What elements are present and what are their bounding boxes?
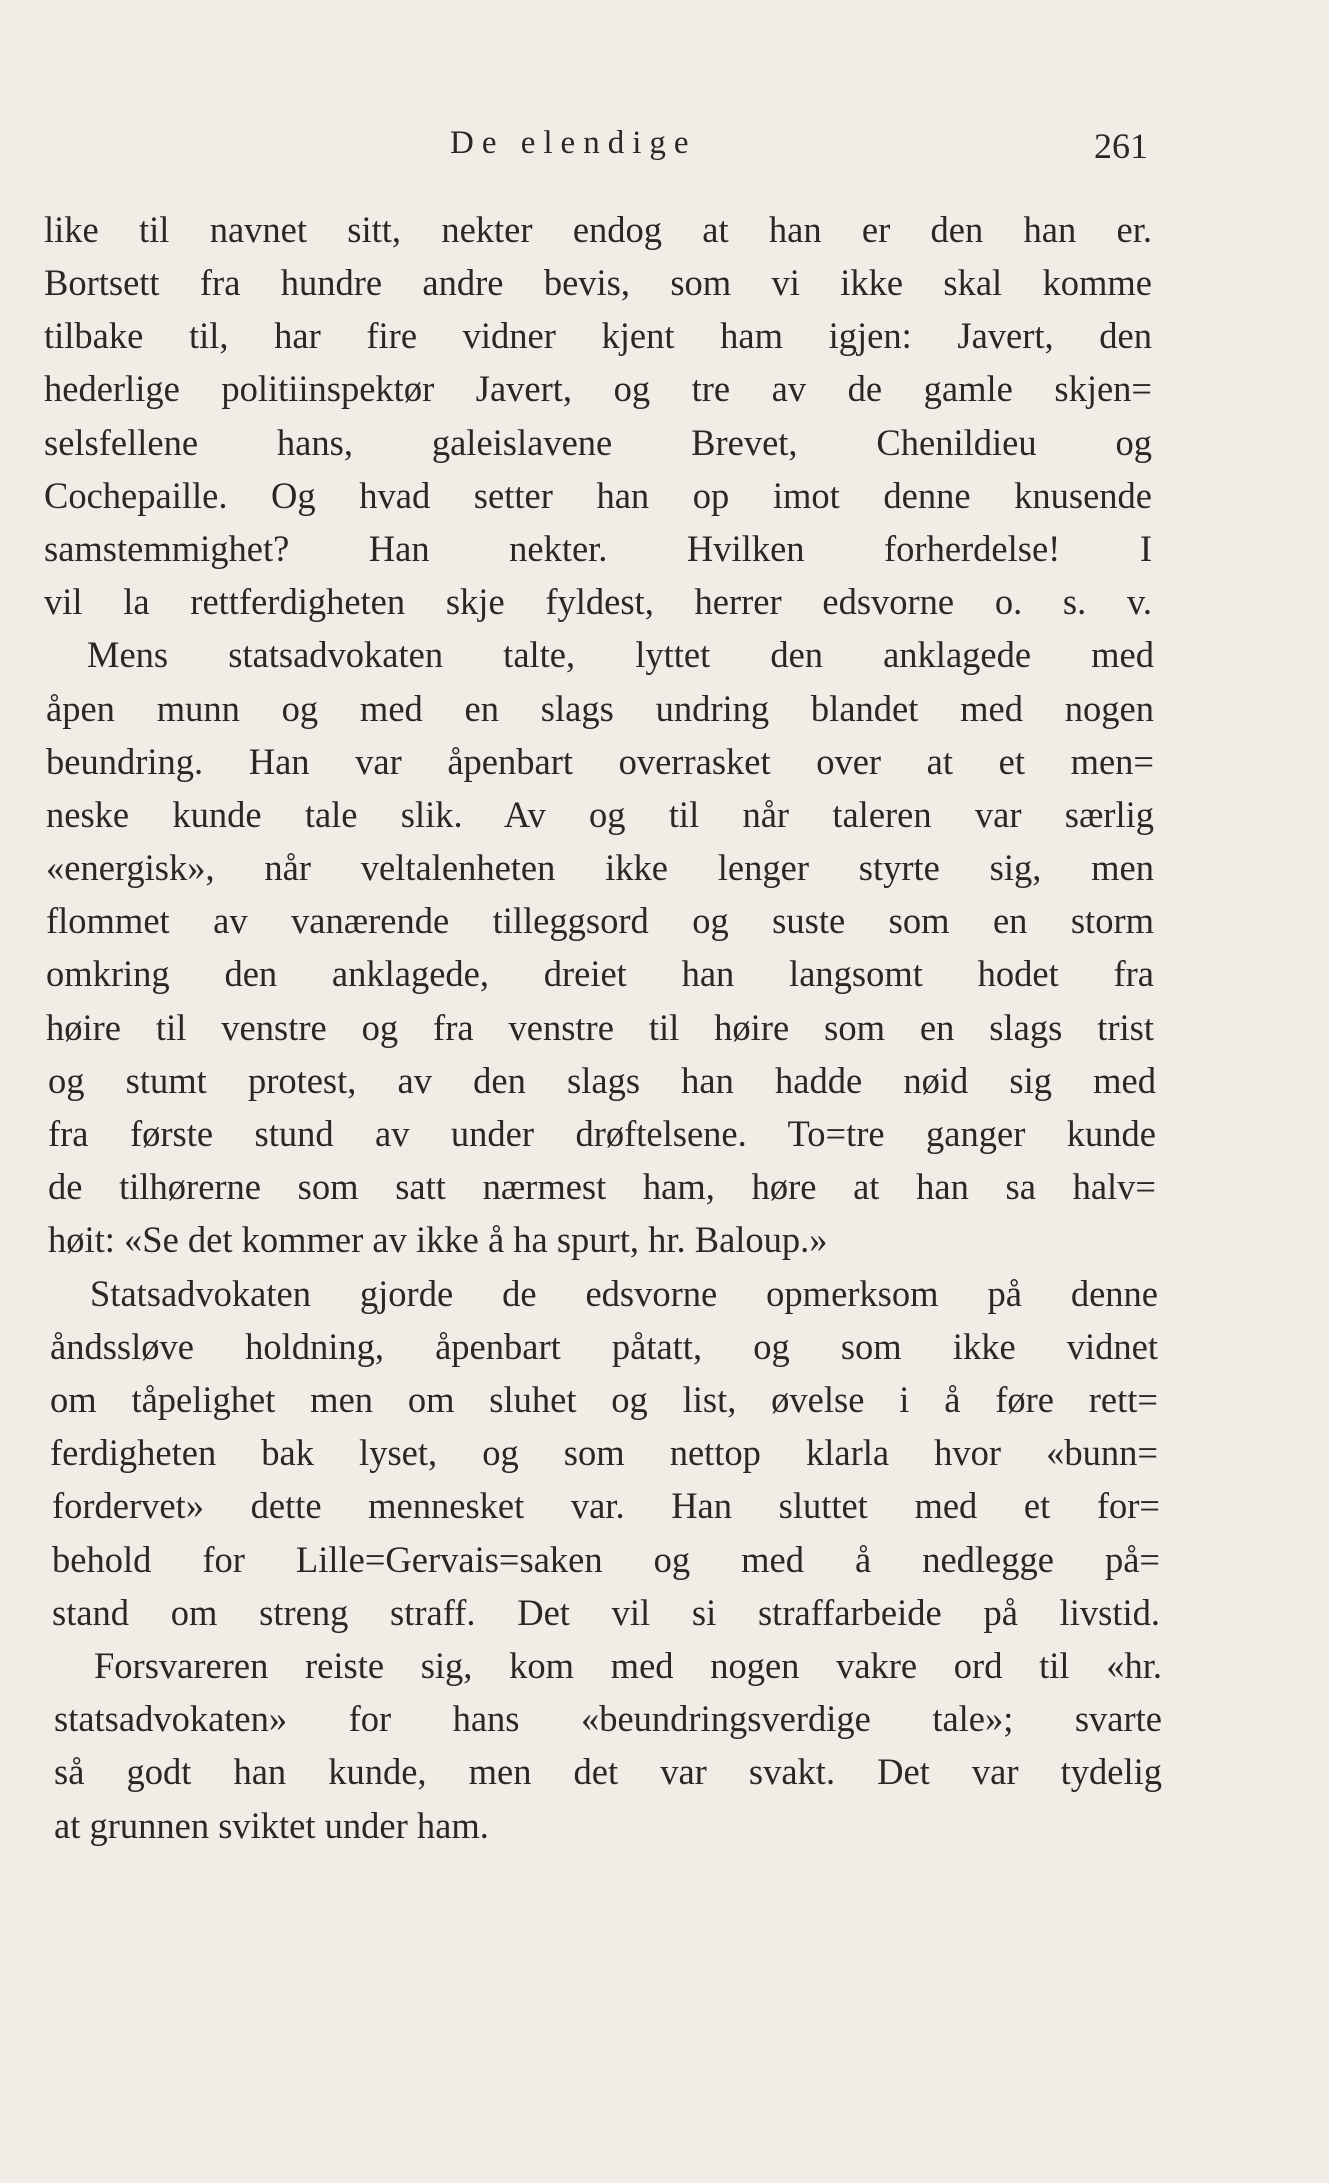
text-line: selsfellene hans, galeislavene Brevet, Chenildieu og	[44, 422, 1152, 463]
text-line: omkring den anklagede, dreiet han langsomt hodet fra	[46, 953, 1154, 994]
text-line: Cochepaille. Og hvad setter han op imot denne knusende	[44, 475, 1152, 516]
text-line: så godt han kunde, men det var svakt. Det var tydelig	[54, 1751, 1162, 1792]
text-line: Forsvareren reiste sig, kom med nogen vakre ord til «hr.	[94, 1645, 1162, 1686]
text-line: at grunnen sviktet under ham.	[54, 1805, 489, 1846]
text-line: om tåpelighet men om sluhet og list, øvelse i å føre rett=	[50, 1379, 1158, 1420]
text-line: vil la rettferdigheten skje fyldest, herrer edsvorne o. s. v.	[44, 581, 1152, 622]
text-line: Mens statsadvokaten talte, lyttet den anklagede med	[87, 634, 1154, 675]
text-line: tilbake til, har fire vidner kjent ham igjen: Javert, den	[44, 315, 1152, 356]
text-line: fra første stund av under drøftelsene. To=tre ganger kunde	[48, 1113, 1156, 1154]
running-header-title: De elendige	[450, 125, 697, 161]
text-line: åpen munn og med en slags undring blandet med nogen	[46, 688, 1154, 729]
text-line: de tilhørerne som satt nærmest ham, høre at han sa halv=	[48, 1166, 1156, 1207]
text-line: beundring. Han var åpenbart overrasket over at et men=	[46, 741, 1154, 782]
text-line: like til navnet sitt, nekter endog at han er den han er.	[44, 209, 1152, 250]
text-line: høit: «Se det kommer av ikke å ha spurt, hr. Baloup.»	[48, 1219, 828, 1260]
text-line: hederlige politiinspektør Javert, og tre av de gamle skjen=	[44, 368, 1152, 409]
text-line: ferdigheten bak lyset, og som nettop klarla hvor «bunn=	[50, 1432, 1158, 1473]
text-line: og stumt protest, av den slags han hadde nøid sig med	[48, 1060, 1156, 1101]
text-line: behold for Lille=Gervais=saken og med å nedlegge på=	[52, 1539, 1160, 1580]
text-line: neske kunde tale slik. Av og til når taleren var særlig	[46, 794, 1154, 835]
page-number: 261	[1094, 126, 1148, 166]
text-line: Statsadvokaten gjorde de edsvorne opmerksom på denne	[90, 1273, 1158, 1314]
text-line: fordervet» dette mennesket var. Han sluttet med et for=	[52, 1485, 1160, 1526]
text-line: stand om streng straff. Det vil si straffarbeide på livstid.	[52, 1592, 1160, 1633]
text-line: Bortsett fra hundre andre bevis, som vi ikke skal komme	[44, 262, 1152, 303]
text-line: flommet av vanærende tilleggsord og suste som en storm	[46, 900, 1154, 941]
text-line: åndssløve holdning, åpenbart påtatt, og som ikke vidnet	[50, 1326, 1158, 1367]
text-line: samstemmighet? Han nekter. Hvilken forherdelse! I	[44, 528, 1152, 569]
text-line: høire til venstre og fra venstre til høire som en slags trist	[46, 1007, 1154, 1048]
text-line: statsadvokaten» for hans «beundringsverdige tale»; svarte	[54, 1698, 1162, 1739]
text-line: «energisk», når veltalenheten ikke lenger styrte sig, men	[46, 847, 1154, 888]
